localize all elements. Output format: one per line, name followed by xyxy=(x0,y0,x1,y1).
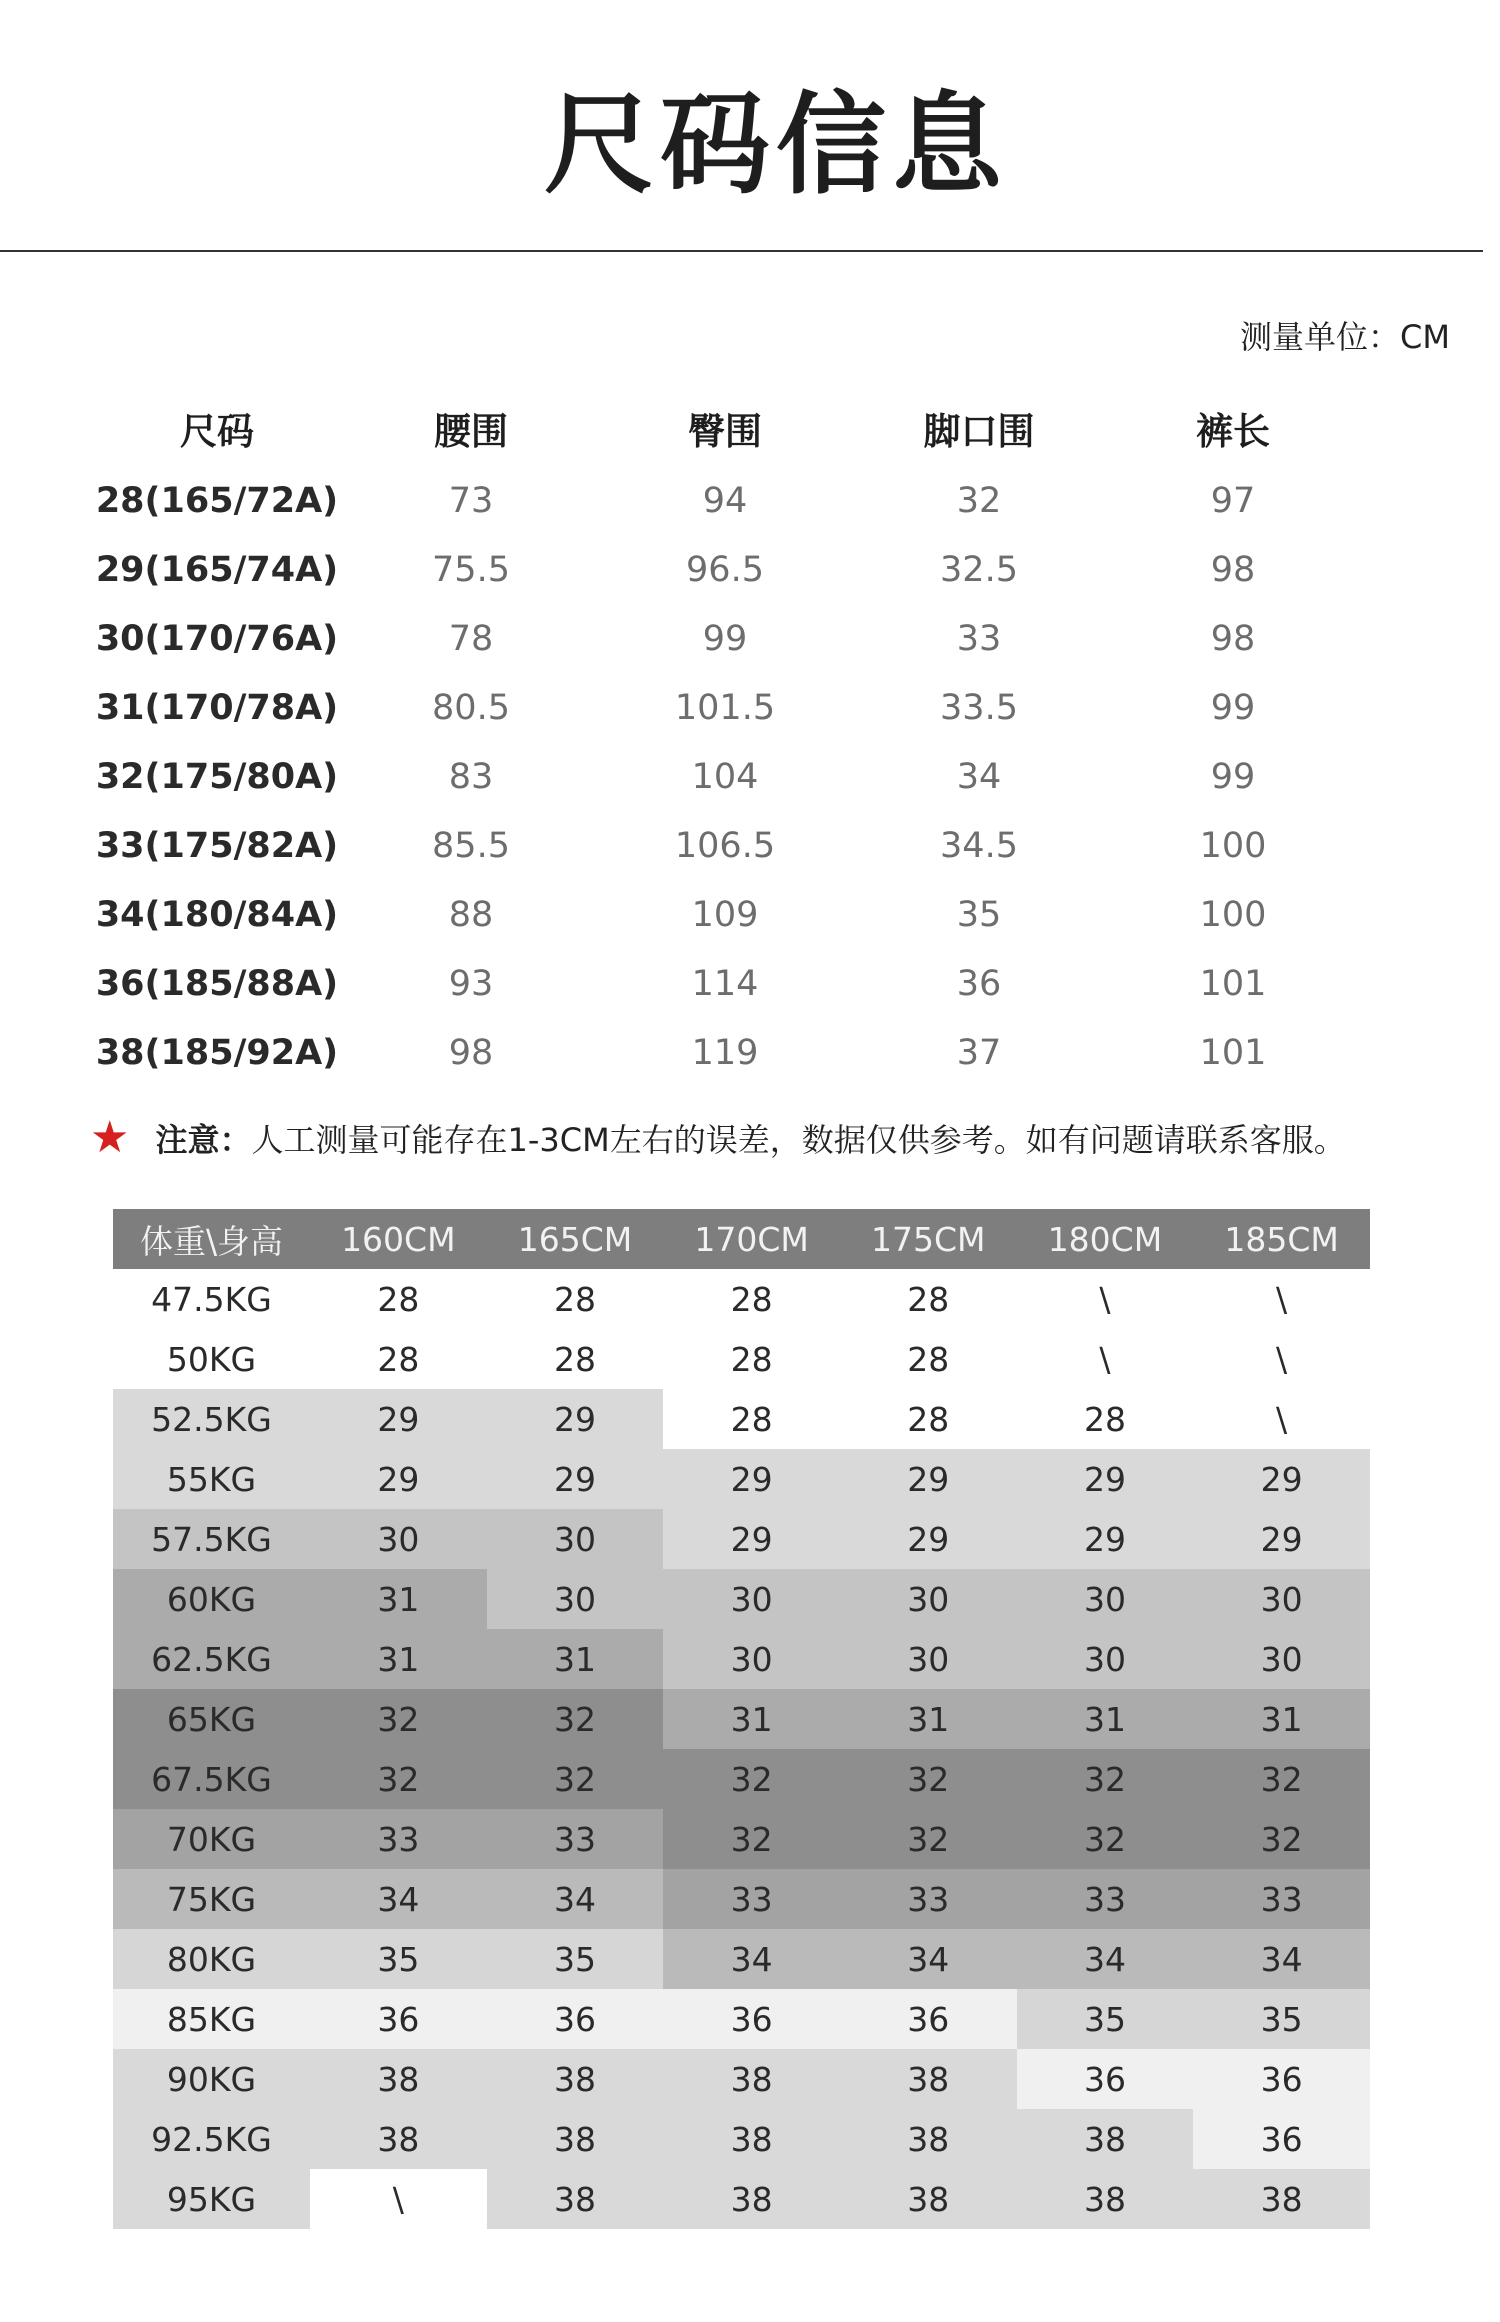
header-height: 165CM xyxy=(517,1219,633,1259)
recommended-size: \ xyxy=(1193,1329,1370,1389)
recommended-size: 28 xyxy=(487,1269,664,1329)
weight-label: 70KG xyxy=(113,1809,310,1869)
recommended-size: 28 xyxy=(487,1329,664,1389)
recommended-size: 36 xyxy=(1193,2049,1370,2109)
size-value: 33.5 xyxy=(940,687,1018,728)
size-value: 109 xyxy=(691,894,759,935)
fit-table-header xyxy=(113,1209,1370,1269)
recommended-size: 36 xyxy=(663,1989,840,2049)
recommended-size: 38 xyxy=(1017,2109,1194,2169)
recommended-size: 33 xyxy=(1017,1869,1194,1929)
recommended-size: 38 xyxy=(840,2169,1017,2229)
size-value: 98 xyxy=(448,1032,494,1073)
weight-label: 52.5KG xyxy=(113,1389,310,1449)
recommended-size: 29 xyxy=(310,1389,487,1449)
recommended-size: \ xyxy=(1193,1389,1370,1449)
recommended-size: 30 xyxy=(840,1569,1017,1629)
size-table-body xyxy=(90,466,1360,1087)
recommended-size: 36 xyxy=(1017,2049,1194,2109)
size-label: 30(170/76A) xyxy=(95,618,339,659)
recommended-size: 28 xyxy=(1017,1389,1194,1449)
fit-row xyxy=(113,1449,1370,1509)
title-divider xyxy=(0,250,1483,252)
recommended-size: 29 xyxy=(1017,1509,1194,1569)
recommended-size: 34 xyxy=(310,1869,487,1929)
size-value: 94 xyxy=(702,480,748,521)
size-value: 100 xyxy=(1199,825,1267,866)
page-title: 尺码信息 xyxy=(544,81,1008,209)
recommended-size: 33 xyxy=(487,1809,664,1869)
size-value: 104 xyxy=(691,756,759,797)
recommended-size: 36 xyxy=(1193,2109,1370,2169)
fit-row xyxy=(113,1569,1370,1629)
recommended-size: 29 xyxy=(1193,1449,1370,1509)
size-value: 99 xyxy=(1210,687,1256,728)
recommended-size: 35 xyxy=(1193,1989,1370,2049)
weight-label: 50KG xyxy=(113,1329,310,1389)
recommended-size: 32 xyxy=(310,1749,487,1809)
header-height: 185CM xyxy=(1224,1219,1339,1259)
note-label: 注意： xyxy=(155,1120,252,1159)
size-value: 32.5 xyxy=(940,549,1018,590)
fit-row xyxy=(113,1929,1370,1989)
header-waist: 腰围 xyxy=(434,410,508,453)
recommended-size: 30 xyxy=(1193,1569,1370,1629)
fit-row xyxy=(113,1329,1370,1389)
weight-label: 67.5KG xyxy=(113,1749,310,1809)
size-value: 75.5 xyxy=(432,549,510,590)
note-text: 人工测量可能存在1-3CM左右的误差，数据仅供参考。如有问题请联系客服。 xyxy=(251,1120,1346,1159)
fit-row xyxy=(113,1869,1370,1929)
header-length: 裤长 xyxy=(1196,410,1270,453)
recommended-size: 31 xyxy=(663,1689,840,1749)
recommended-size: 30 xyxy=(487,1509,664,1569)
header-weight-height: 体重\身高 xyxy=(139,1221,284,1261)
fit-row xyxy=(113,1389,1370,1449)
size-label: 29(165/74A) xyxy=(95,549,339,590)
recommended-size: 29 xyxy=(663,1449,840,1509)
recommended-size: 32 xyxy=(487,1749,664,1809)
fit-row xyxy=(113,1509,1370,1569)
recommended-size: 33 xyxy=(310,1809,487,1869)
recommended-size: 36 xyxy=(840,1989,1017,2049)
recommended-size: 38 xyxy=(487,2169,664,2229)
size-row xyxy=(90,535,1360,604)
recommended-size: 35 xyxy=(487,1929,664,1989)
weight-label: 85KG xyxy=(113,1989,310,2049)
size-value: 32 xyxy=(956,480,1002,521)
size-value: 101 xyxy=(1199,1032,1267,1073)
recommended-size: 34 xyxy=(1193,1929,1370,1989)
size-label: 38(185/92A) xyxy=(95,1032,339,1073)
size-value: 34 xyxy=(956,756,1002,797)
fit-row xyxy=(113,1269,1370,1329)
weight-label: 80KG xyxy=(113,1929,310,1989)
recommended-size: 30 xyxy=(1193,1629,1370,1689)
size-label: 31(170/78A) xyxy=(95,687,339,728)
size-value: 101.5 xyxy=(674,687,776,728)
recommended-size: 28 xyxy=(663,1269,840,1329)
size-label: 36(185/88A) xyxy=(95,963,339,1004)
recommended-size: 30 xyxy=(840,1629,1017,1689)
weight-label: 60KG xyxy=(113,1569,310,1629)
fit-row xyxy=(113,1629,1370,1689)
size-value: 114 xyxy=(691,963,759,1004)
size-value: 98 xyxy=(1210,549,1256,590)
recommended-size: 29 xyxy=(840,1449,1017,1509)
star-icon: ★ xyxy=(90,1112,130,1163)
recommended-size: 29 xyxy=(1193,1509,1370,1569)
size-row xyxy=(90,466,1360,535)
recommended-size: 29 xyxy=(487,1389,664,1449)
recommended-size: \ xyxy=(1193,1269,1370,1329)
recommended-size: 30 xyxy=(663,1629,840,1689)
size-value: 101 xyxy=(1199,963,1267,1004)
size-value: 36 xyxy=(956,963,1002,1004)
fit-row xyxy=(113,1749,1370,1809)
fit-row xyxy=(113,2049,1370,2109)
weight-label: 75KG xyxy=(113,1869,310,1929)
size-table-header xyxy=(90,390,1360,466)
recommended-size: 32 xyxy=(1193,1809,1370,1869)
size-label: 33(175/82A) xyxy=(95,825,339,866)
size-value: 88 xyxy=(448,894,494,935)
weight-label: 47.5KG xyxy=(113,1269,310,1329)
header-size: 尺码 xyxy=(180,410,254,453)
size-row xyxy=(90,949,1360,1018)
recommended-size: 36 xyxy=(487,1989,664,2049)
size-row xyxy=(90,742,1360,811)
size-value: 35 xyxy=(956,894,1002,935)
size-value: 37 xyxy=(956,1032,1002,1073)
fit-row xyxy=(113,2109,1370,2169)
recommended-size: 38 xyxy=(487,2049,664,2109)
header-height: 160CM xyxy=(341,1219,456,1259)
fit-row xyxy=(113,1989,1370,2049)
header-height: 180CM xyxy=(1047,1219,1163,1259)
recommended-size: 32 xyxy=(1193,1749,1370,1809)
recommended-size: 34 xyxy=(1017,1929,1194,1989)
size-value: 78 xyxy=(448,618,494,659)
header-height: 175CM xyxy=(871,1219,986,1259)
recommended-size: 38 xyxy=(310,2049,487,2109)
size-value: 96.5 xyxy=(686,549,764,590)
size-label: 34(180/84A) xyxy=(95,894,339,935)
recommended-size: 29 xyxy=(840,1509,1017,1569)
recommended-size: 34 xyxy=(487,1869,664,1929)
size-value: 106.5 xyxy=(674,825,776,866)
size-value: 97 xyxy=(1210,480,1256,521)
recommended-size: 32 xyxy=(663,1749,840,1809)
unit-note: 测量单位：CM xyxy=(1240,318,1450,356)
recommended-size: 29 xyxy=(487,1449,664,1509)
size-value: 93 xyxy=(448,963,494,1004)
recommended-size: 31 xyxy=(487,1629,664,1689)
recommended-size: 32 xyxy=(1017,1809,1194,1869)
size-value: 85.5 xyxy=(432,825,510,866)
recommended-size: \ xyxy=(1017,1329,1194,1389)
recommended-size: 32 xyxy=(487,1689,664,1749)
recommended-size: 38 xyxy=(310,2109,487,2169)
size-label: 28(165/72A) xyxy=(95,480,339,521)
fit-row xyxy=(113,1809,1370,1869)
recommended-size: 31 xyxy=(1193,1689,1370,1749)
recommended-size: 38 xyxy=(1193,2169,1370,2229)
weight-label: 90KG xyxy=(113,2049,310,2109)
recommended-size: \ xyxy=(310,2169,487,2229)
header-leg-opening: 脚口围 xyxy=(923,410,1035,453)
recommended-size: 32 xyxy=(840,1809,1017,1869)
recommended-size: 32 xyxy=(840,1749,1017,1809)
recommended-size: 38 xyxy=(840,2109,1017,2169)
recommended-size: 28 xyxy=(840,1329,1017,1389)
header-height: 170CM xyxy=(694,1219,809,1259)
recommended-size: 38 xyxy=(663,2169,840,2229)
recommended-size: 28 xyxy=(310,1269,487,1329)
recommended-size: 30 xyxy=(663,1569,840,1629)
size-value: 99 xyxy=(1210,756,1256,797)
size-row xyxy=(90,880,1360,949)
fit-row xyxy=(113,1689,1370,1749)
recommended-size: 31 xyxy=(840,1689,1017,1749)
size-value: 33 xyxy=(956,618,1002,659)
recommended-size: 30 xyxy=(1017,1569,1194,1629)
recommended-size: 33 xyxy=(1193,1869,1370,1929)
recommended-size: 30 xyxy=(310,1509,487,1569)
weight-label: 95KG xyxy=(113,2169,310,2229)
recommended-size: 31 xyxy=(310,1569,487,1629)
recommended-size: \ xyxy=(1017,1269,1194,1329)
recommended-size: 31 xyxy=(310,1629,487,1689)
recommended-size: 38 xyxy=(1017,2169,1194,2229)
fit-table xyxy=(113,1209,1370,2229)
weight-label: 62.5KG xyxy=(113,1629,310,1689)
size-value: 34.5 xyxy=(940,825,1018,866)
size-value: 100 xyxy=(1199,894,1267,935)
weight-label: 65KG xyxy=(113,1689,310,1749)
size-value: 73 xyxy=(448,480,494,521)
measurement-note xyxy=(90,1112,1346,1163)
recommended-size: 38 xyxy=(663,2109,840,2169)
recommended-size: 30 xyxy=(487,1569,664,1629)
size-value: 80.5 xyxy=(432,687,510,728)
recommended-size: 32 xyxy=(310,1689,487,1749)
recommended-size: 38 xyxy=(840,2049,1017,2109)
size-table xyxy=(90,390,1360,1087)
recommended-size: 28 xyxy=(663,1389,840,1449)
fit-row xyxy=(113,2169,1370,2229)
recommended-size: 28 xyxy=(663,1329,840,1389)
recommended-size: 28 xyxy=(840,1269,1017,1329)
size-value: 83 xyxy=(448,756,494,797)
recommended-size: 36 xyxy=(310,1989,487,2049)
size-label: 32(175/80A) xyxy=(95,756,339,797)
size-value: 119 xyxy=(691,1032,759,1073)
recommended-size: 32 xyxy=(663,1809,840,1869)
recommended-size: 29 xyxy=(1017,1449,1194,1509)
recommended-size: 35 xyxy=(310,1929,487,1989)
fit-table-body xyxy=(113,1269,1370,2229)
size-value: 98 xyxy=(1210,618,1256,659)
recommended-size: 29 xyxy=(663,1509,840,1569)
header-hip: 臀围 xyxy=(688,410,762,453)
recommended-size: 32 xyxy=(1017,1749,1194,1809)
recommended-size: 35 xyxy=(1017,1989,1194,2049)
recommended-size: 34 xyxy=(840,1929,1017,1989)
recommended-size: 34 xyxy=(663,1929,840,1989)
weight-label: 55KG xyxy=(113,1449,310,1509)
weight-label: 57.5KG xyxy=(113,1509,310,1569)
recommended-size: 38 xyxy=(487,2109,664,2169)
size-row xyxy=(90,673,1360,742)
size-row xyxy=(90,1018,1360,1087)
recommended-size: 29 xyxy=(310,1449,487,1509)
size-row xyxy=(90,811,1360,880)
size-value: 99 xyxy=(702,618,748,659)
recommended-size: 33 xyxy=(663,1869,840,1929)
weight-label: 92.5KG xyxy=(113,2109,310,2169)
size-row xyxy=(90,604,1360,673)
recommended-size: 30 xyxy=(1017,1629,1194,1689)
recommended-size: 38 xyxy=(663,2049,840,2109)
recommended-size: 28 xyxy=(840,1389,1017,1449)
recommended-size: 28 xyxy=(310,1329,487,1389)
recommended-size: 31 xyxy=(1017,1689,1194,1749)
recommended-size: 33 xyxy=(840,1869,1017,1929)
